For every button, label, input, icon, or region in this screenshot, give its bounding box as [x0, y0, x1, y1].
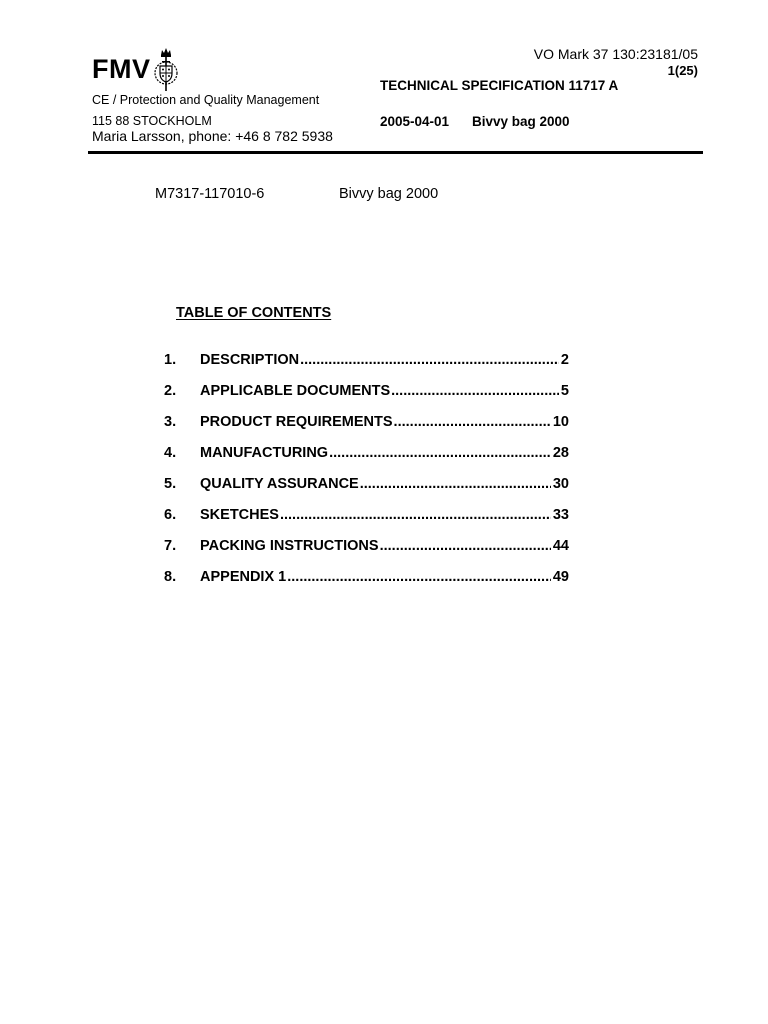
toc-dot-leader: [329, 445, 551, 461]
spec-name: Bivvy bag 2000: [472, 114, 570, 129]
toc-dot-leader: [394, 414, 551, 430]
toc-entry-page: 33: [552, 507, 569, 523]
toc-heading: TABLE OF CONTENTS: [176, 305, 332, 321]
toc-entry-title: SKETCHES: [200, 507, 279, 523]
toc-entry-manufacturing[interactable]: [164, 445, 569, 476]
toc-entry-title: PACKING INSTRUCTIONS: [200, 538, 379, 554]
toc-dot-leader: [360, 476, 551, 492]
toc-entry-description[interactable]: [164, 352, 569, 383]
toc-dot-leader: [380, 538, 551, 554]
toc-entry-title: APPLICABLE DOCUMENTS: [200, 383, 391, 399]
toc-entry-page: 5: [560, 383, 569, 399]
document-reference: VO Mark 37 130:23181/05: [533, 46, 698, 62]
toc-entry-applicable-documents[interactable]: [164, 383, 569, 414]
toc-entry-appendix-1[interactable]: [164, 569, 569, 600]
toc-entry-title: MANUFACTURING: [200, 445, 329, 461]
toc-entry-number: 3.: [164, 414, 177, 430]
toc-entry-number: 1.: [164, 352, 177, 368]
toc-dot-leader: [287, 569, 551, 585]
toc-entry-number: 2.: [164, 383, 177, 399]
toc-entry-page: 44: [552, 538, 569, 554]
toc-entry-product-requirements[interactable]: [164, 414, 569, 445]
toc-entry-packing-instructions[interactable]: [164, 538, 569, 569]
fmv-logo: [92, 44, 179, 94]
toc-entry-number: 5.: [164, 476, 177, 492]
address: 115 88 STOCKHOLM: [92, 114, 212, 128]
toc-entry-title: PRODUCT REQUIREMENTS: [200, 414, 393, 430]
toc-entry-number: 8.: [164, 569, 177, 585]
item-code: M7317-117010-6: [155, 186, 265, 202]
toc-entry-page: 30: [552, 476, 569, 492]
toc-entry-number: 6.: [164, 507, 177, 523]
toc-entry-sketches[interactable]: [164, 507, 569, 538]
toc-dot-leader: [300, 352, 559, 368]
toc-entry-title: DESCRIPTION: [200, 352, 300, 368]
spec-title: TECHNICAL SPECIFICATION 11717 A: [380, 78, 619, 93]
crown-emblem-icon: [153, 45, 179, 93]
contact: Maria Larsson, phone: +46 8 782 5938: [92, 128, 333, 144]
department: CE / Protection and Quality Management: [92, 93, 320, 107]
toc-entry-number: 7.: [164, 538, 177, 554]
toc-entry-quality-assurance[interactable]: [164, 476, 569, 507]
toc-entry-page: 49: [552, 569, 569, 585]
toc-entry-number: 4.: [164, 445, 177, 461]
table-of-contents: [164, 352, 569, 600]
toc-entry-title: QUALITY ASSURANCE: [200, 476, 359, 492]
toc-dot-leader: [391, 383, 559, 399]
toc-dot-leader: [280, 507, 551, 523]
toc-entry-page: 2: [560, 352, 569, 368]
toc-entry-title: APPENDIX 1: [200, 569, 287, 585]
toc-entry-page: 28: [552, 445, 569, 461]
page-number: 1(25): [667, 63, 698, 78]
header-divider: [88, 151, 703, 154]
item-name: Bivvy bag 2000: [339, 186, 439, 202]
logo-text: FMV: [92, 53, 151, 84]
spec-date: 2005-04-01: [380, 114, 450, 129]
toc-entry-page: 10: [552, 414, 569, 430]
